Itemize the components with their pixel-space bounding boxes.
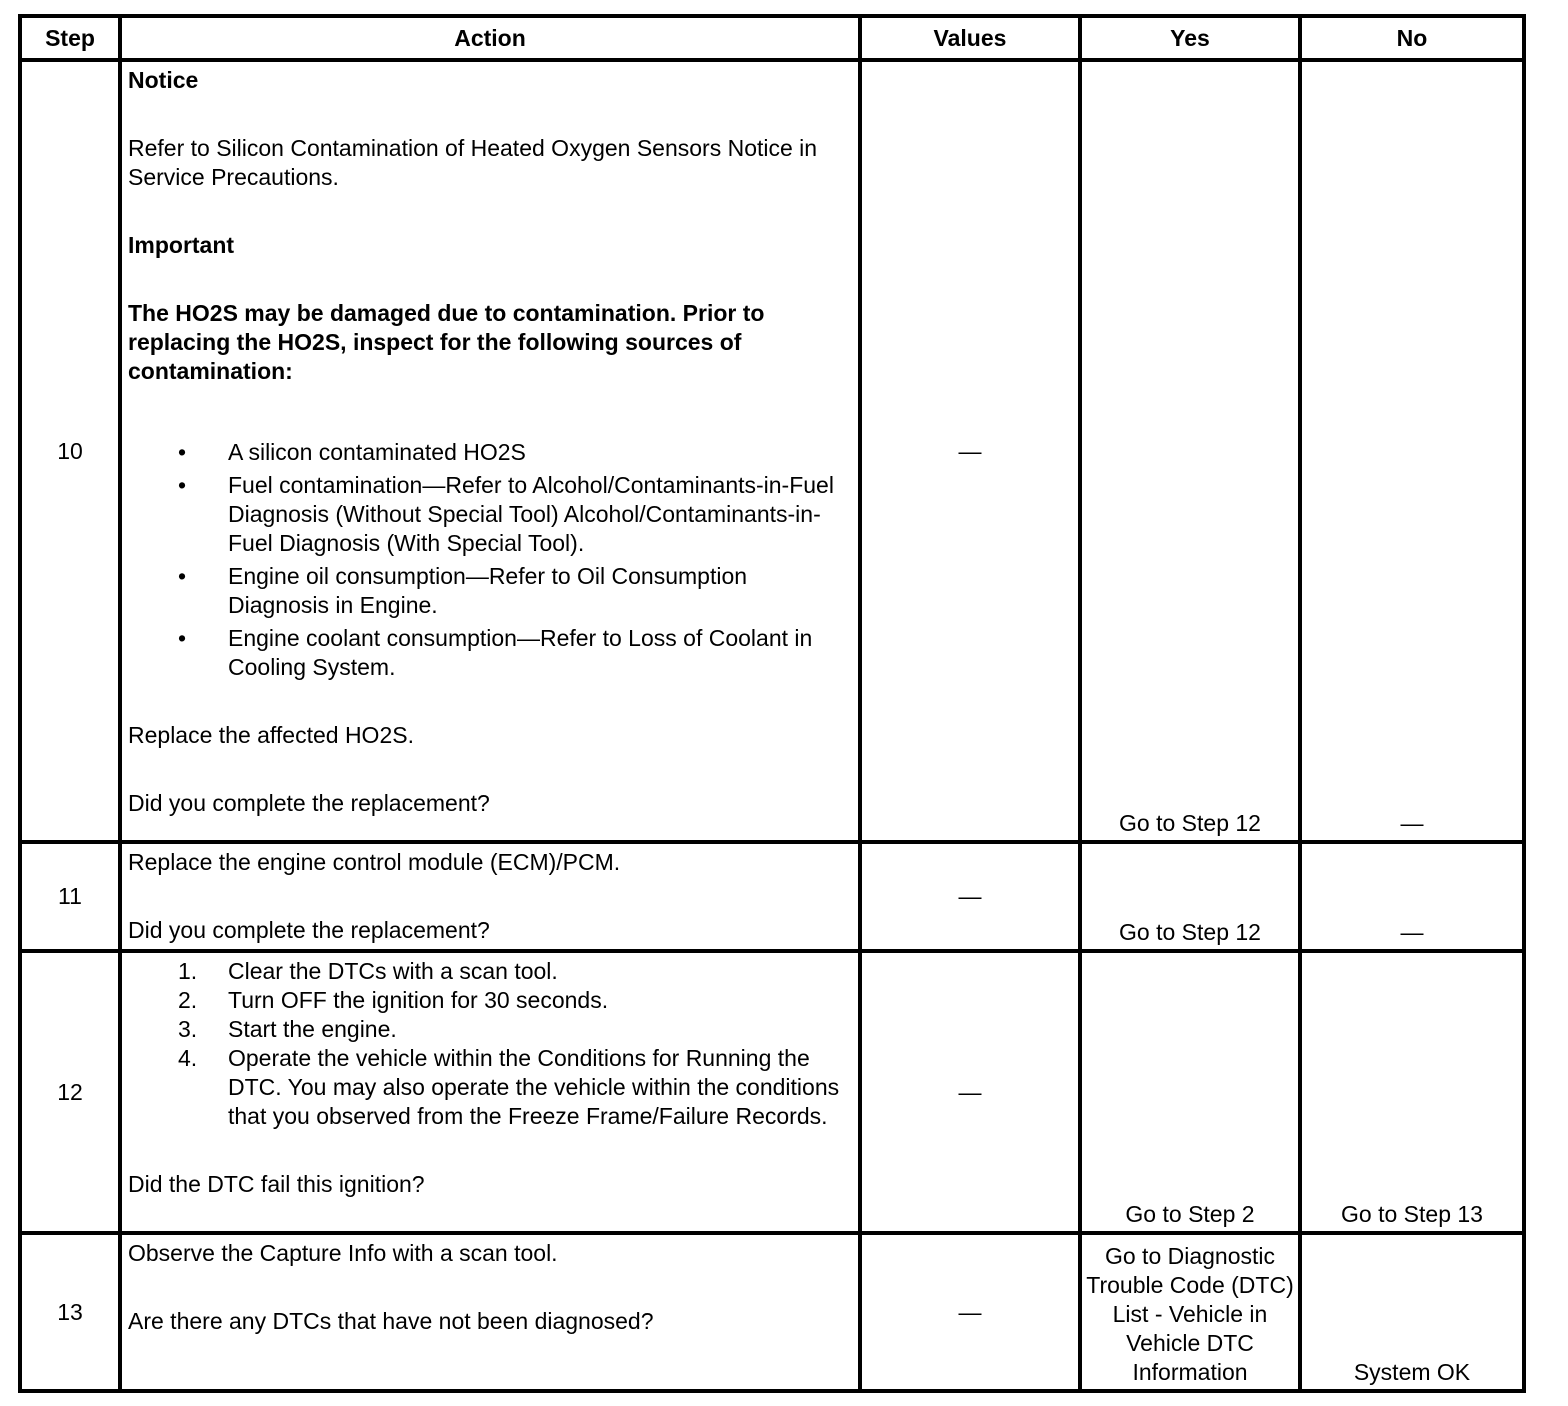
important-heading: Important	[128, 232, 235, 258]
yes-cell: Go to Step 12	[1080, 842, 1300, 951]
action-cell	[120, 1233, 860, 1391]
list-item: 2. Turn OFF the ignition for 30 seconds.	[178, 987, 609, 1013]
values-cell: —	[860, 60, 1080, 842]
step-number: 11	[20, 842, 120, 951]
no-cell: System OK	[1300, 1233, 1524, 1391]
instruction-text: Replace the affected HO2S.	[128, 722, 414, 748]
list-item: • A silicon contaminated HO2S	[178, 439, 526, 465]
bullet-marker: •	[178, 563, 187, 589]
question-text: Are there any DTCs that have not been diagnosed?	[128, 1308, 654, 1334]
list-item: • Engine coolant consumption—Refer to Loss of Coolant in Cooling System.	[178, 625, 813, 680]
contamination-list	[128, 438, 850, 682]
no-cell: Go to Step 13	[1300, 951, 1524, 1233]
header-action: Action	[120, 16, 860, 60]
values-cell: —	[860, 951, 1080, 1233]
notice-text: Refer to Silicon Contamination of Heated Oxygen Sensors Notice in Service Precautions.	[128, 135, 818, 190]
question-text: Did you complete the replacement?	[128, 917, 490, 943]
question-text: Did the DTC fail this ignition?	[128, 1171, 425, 1197]
list-item: • Fuel contamination—Refer to Alcohol/Contaminants-in-Fuel Diagnosis (Without Special Tool) Alcohol/Contaminants-in-Fuel Diagnosis (With Special Tool).	[178, 472, 834, 556]
header-yes: Yes	[1080, 16, 1300, 60]
action-cell	[120, 842, 860, 951]
question-text: Did you complete the replacement?	[128, 790, 490, 816]
table-row-step-11	[20, 842, 1524, 951]
notice-heading: Notice	[128, 67, 199, 93]
list-item: • Engine oil consumption—Refer to Oil Consumption Diagnosis in Engine.	[178, 563, 748, 618]
table-row-step-12	[20, 951, 1524, 1233]
step-number: 10	[20, 60, 120, 842]
bullet-marker: •	[178, 472, 187, 498]
step-number: 13	[20, 1233, 120, 1391]
header-no: No	[1300, 16, 1524, 60]
yes-cell: Go to Step 12	[1080, 60, 1300, 842]
header-values: Values	[860, 16, 1080, 60]
important-text: The HO2S may be damaged due to contamination. Prior to replacing the HO2S, inspect for the following sources of contamination:	[128, 300, 765, 384]
table-row-step-10	[20, 60, 1524, 842]
bullet-marker: •	[178, 625, 187, 651]
instruction-text: Observe the Capture Info with a scan tool.	[128, 1240, 558, 1266]
yes-cell: Go to Diagnostic Trouble Code (DTC) List - Vehicle in Vehicle DTC Information	[1080, 1233, 1300, 1391]
diagnostic-table	[18, 14, 1526, 1393]
action-cell	[120, 60, 860, 842]
bullet-marker: •	[178, 439, 187, 465]
step-number: 12	[20, 951, 120, 1233]
header-step: Step	[20, 16, 120, 60]
instruction-text: Replace the engine control module (ECM)/PCM.	[128, 849, 621, 875]
values-cell: —	[860, 1233, 1080, 1391]
no-cell: —	[1300, 60, 1524, 842]
list-item: 4. Operate the vehicle within the Conditions for Running the DTC. You may also operate the vehicle within the conditions that you observed from the Freeze Frame/Failure Records.	[178, 1045, 840, 1129]
values-cell: —	[860, 842, 1080, 951]
yes-cell: Go to Step 2	[1080, 951, 1300, 1233]
no-cell: —	[1300, 842, 1524, 951]
table-row-step-13	[20, 1233, 1524, 1391]
procedure-list	[128, 957, 850, 1131]
action-cell	[120, 951, 860, 1233]
list-item: 3. Start the engine.	[178, 1016, 397, 1042]
header-row	[20, 16, 1524, 60]
list-item: 1. Clear the DTCs with a scan tool.	[178, 958, 558, 984]
